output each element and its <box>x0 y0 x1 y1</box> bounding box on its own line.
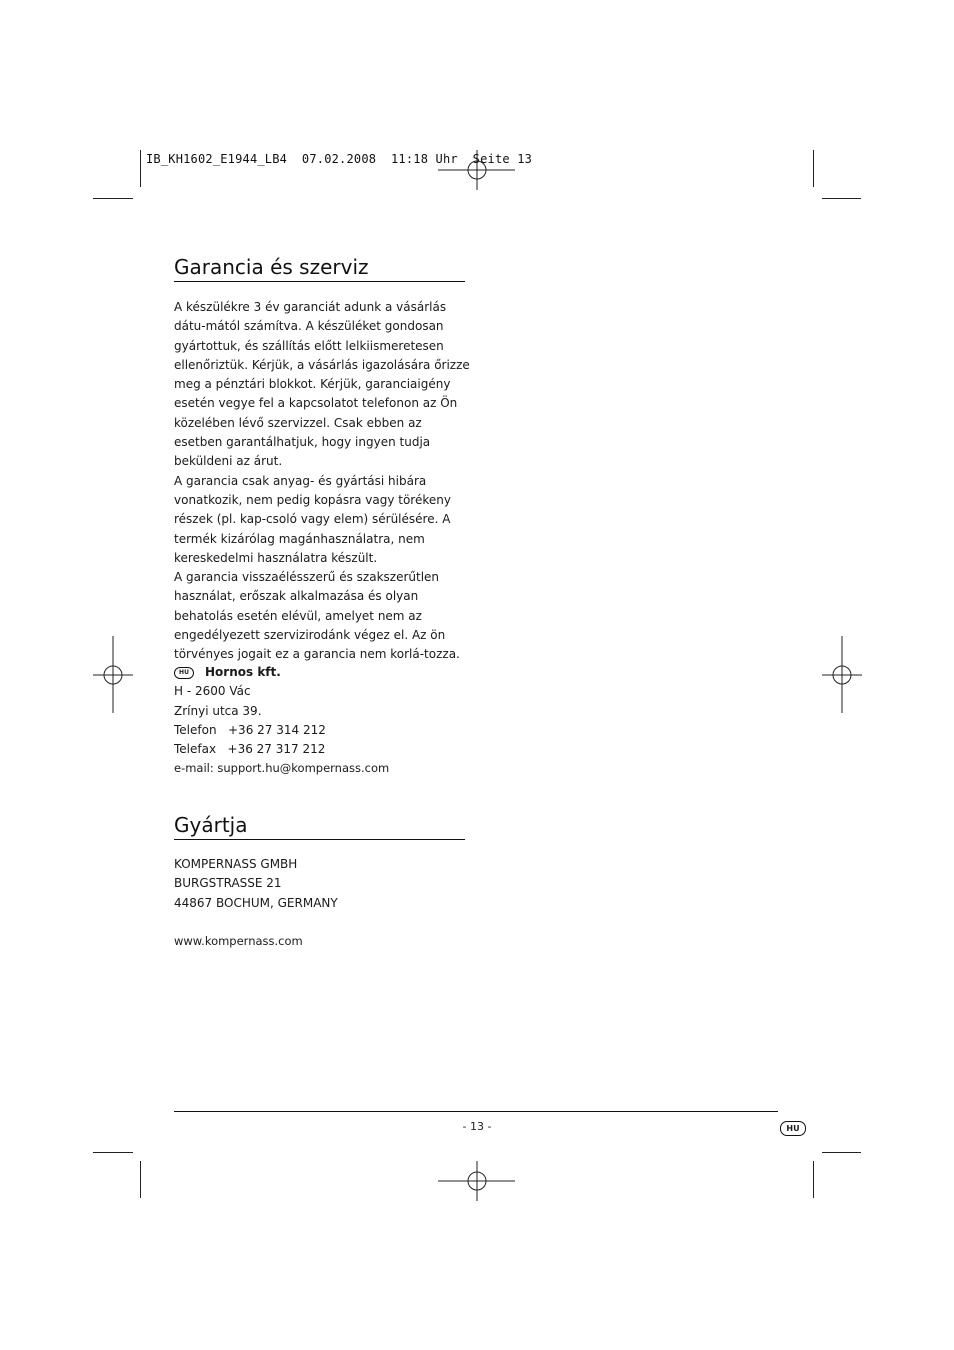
service-contact <box>174 663 470 779</box>
crop-mark <box>822 1152 861 1153</box>
garancia-paragraph-2: A garancia csak anyag- és gyártási hibára vonatkozik, nem pedig kopásra vagy törékeny részek (pl. kap-csoló vagy elem) sérülésére. A termék kizárólag magánhasználatra, nem kereskedelmi használatra készült. <box>174 473 451 565</box>
registration-mark-right <box>822 636 862 713</box>
manufacturer-address <box>174 855 470 951</box>
crop-mark <box>140 1161 141 1198</box>
manufacturer-name: KOMPERNASS GMBH <box>174 857 298 871</box>
crop-mark <box>813 1161 814 1198</box>
manufacturer-street: BURGSTRASSE 21 <box>174 876 282 891</box>
service-company: Hornos kft. <box>205 665 281 679</box>
service-email: e-mail: support.hu@kompernass.com <box>174 761 390 776</box>
registration-mark-bottom <box>438 1161 515 1201</box>
garancia-paragraph-3: A garancia visszaélésszerű és szakszerűtlen használat, erőszak alkalmazása és olyan behatolás esetén elévül, amelyet nem az engedélyezett szervizirodánk végez el. Az ön törvényes jogait ez a garancia nem korlá-tozza. <box>174 570 460 662</box>
service-address-1: H - 2600 Vác <box>174 684 251 699</box>
print-slug: IB_KH1602_E1944_LB4 07.02.2008 11:18 Uhr Seite 13 <box>146 152 533 166</box>
gyartja-title-rule <box>174 839 465 840</box>
service-telefon: Telefon +36 27 314 212 <box>174 722 326 737</box>
crop-mark <box>822 198 861 199</box>
garancia-title-rule <box>174 281 465 282</box>
registration-mark-left <box>93 636 133 713</box>
service-telefax: Telefax +36 27 317 212 <box>174 742 326 757</box>
page-number: - 13 - <box>462 1120 492 1133</box>
crop-mark <box>93 198 133 199</box>
garancia-paragraph-1: A készülékre 3 év garanciát adunk a vásárlás dátu-mától számítva. A készüléket gondosan gyártottuk, és szállítás előtt lelkiismeretesen ellenőriztük. Kérjük, a vásárlás igazolására őrizze meg a pénztári blokkot. Kérjük, garanciaigény esetén vegye fel a kapcsolatot telefonon az Ön közelében lévő szervizzel. Csak ebben az esetben garantálhatjuk, hogy ingyen tudja beküldeni az árut. <box>174 300 470 469</box>
footer-rule <box>174 1111 778 1112</box>
crop-mark <box>813 150 814 187</box>
garancia-body <box>174 298 470 665</box>
garancia-title: Garancia és szerviz <box>174 255 369 279</box>
crop-mark <box>140 150 141 187</box>
country-badge: HU <box>174 667 194 679</box>
crop-mark <box>93 1152 133 1153</box>
language-badge: HU <box>780 1121 806 1136</box>
gyartja-title: Gyártja <box>174 813 248 837</box>
service-company-line <box>174 663 470 682</box>
service-address-2: Zrínyi utca 39. <box>174 703 262 718</box>
manufacturer-website: www.kompernass.com <box>174 934 303 949</box>
manufacturer-city: 44867 BOCHUM, GERMANY <box>174 895 338 910</box>
